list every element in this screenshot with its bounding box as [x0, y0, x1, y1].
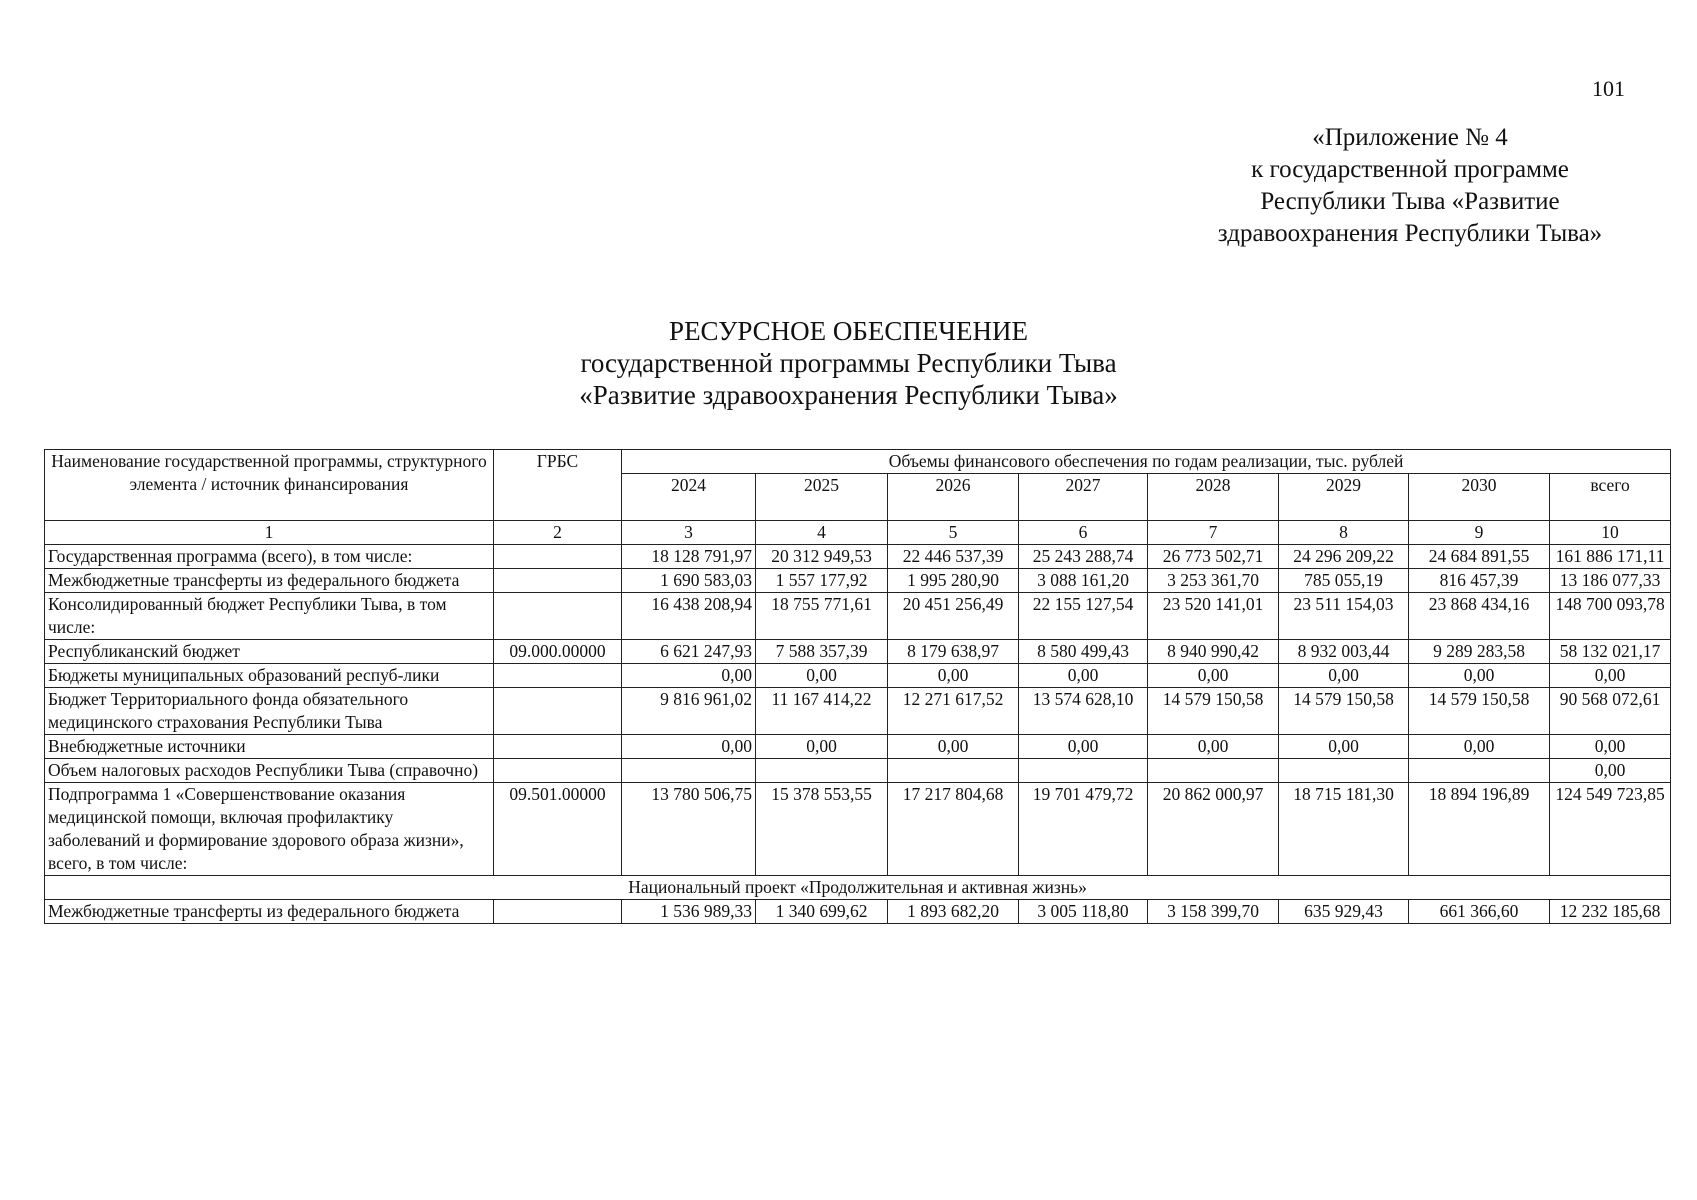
row-grbs: [494, 545, 622, 569]
column-number: 3: [622, 521, 756, 545]
row-total-value: 0,00: [1550, 759, 1671, 783]
row-year-value: 25 243 288,74: [1019, 545, 1148, 569]
row-total-value: 58 132 021,17: [1550, 640, 1671, 664]
row-year-value: 0,00: [1148, 664, 1279, 688]
row-year-value: 14 579 150,58: [1148, 688, 1279, 735]
row-year-value: 9 816 961,02: [622, 688, 756, 735]
row-year-value: 16 438 208,94: [622, 593, 756, 640]
row-year-value: [756, 759, 888, 783]
header-year: 2029: [1279, 474, 1409, 521]
resource-table: [44, 449, 1671, 924]
row-grbs: [494, 593, 622, 640]
row-grbs: [494, 688, 622, 735]
row-year-value: 635 929,43: [1279, 900, 1409, 924]
row-year-value: 1 536 989,33: [622, 900, 756, 924]
row-year-value: 0,00: [622, 664, 756, 688]
row-year-value: 1 557 177,92: [756, 569, 888, 593]
row-year-value: 8 580 499,43: [1019, 640, 1148, 664]
row-grbs: 09.000.00000: [494, 640, 622, 664]
table-row: [45, 688, 1671, 735]
column-number: 10: [1550, 521, 1671, 545]
header-name-column: Наименование государственной программы, структурного элемента / источник финансирования: [45, 450, 494, 521]
row-year-value: 6 621 247,93: [622, 640, 756, 664]
title-line: «Развитие здравоохранения Республики Тыва»: [579, 380, 1118, 410]
table-row: [45, 900, 1671, 924]
row-year-value: 1 893 682,20: [888, 900, 1019, 924]
row-year-value: 20 862 000,97: [1148, 783, 1279, 876]
appendix-line: здравоохранения Республики Тыва»: [1217, 220, 1603, 247]
row-total-value: 12 232 185,68: [1550, 900, 1671, 924]
row-grbs: 09.501.00000: [494, 783, 622, 876]
row-year-value: 18 755 771,61: [756, 593, 888, 640]
appendix-heading: [1150, 122, 1670, 250]
row-total-value: 148 700 093,78: [1550, 593, 1671, 640]
row-year-value: 14 579 150,58: [1409, 688, 1550, 735]
row-year-value: 1 690 583,03: [622, 569, 756, 593]
row-total-value: 13 186 077,33: [1550, 569, 1671, 593]
row-grbs: [494, 735, 622, 759]
row-year-value: 19 701 479,72: [1019, 783, 1148, 876]
table-row: [45, 593, 1671, 640]
appendix-line: Республики Тыва «Развитие: [1260, 188, 1560, 215]
row-name: Внебюджетные источники: [45, 735, 494, 759]
row-year-value: 0,00: [1019, 735, 1148, 759]
row-year-value: 24 684 891,55: [1409, 545, 1550, 569]
table-row: [45, 664, 1671, 688]
row-year-value: 0,00: [756, 664, 888, 688]
row-name: Бюджет Территориального фонда обязательного медицинского страхования Республики Тыва: [45, 688, 494, 735]
appendix-line: к государственной программе: [1251, 156, 1569, 183]
row-year-value: 15 378 553,55: [756, 783, 888, 876]
row-year-value: 11 167 414,22: [756, 688, 888, 735]
row-year-value: 0,00: [1279, 735, 1409, 759]
row-year-value: 0,00: [888, 735, 1019, 759]
page-number: 101: [1592, 76, 1625, 101]
row-name: Бюджеты муниципальных образований респуб-лики: [45, 664, 494, 688]
row-year-value: 0,00: [622, 735, 756, 759]
row-name: Государственная программа (всего), в том числе:: [45, 545, 494, 569]
row-year-value: 23 868 434,16: [1409, 593, 1550, 640]
row-year-value: 14 579 150,58: [1279, 688, 1409, 735]
row-year-value: 8 940 990,42: [1148, 640, 1279, 664]
table-row: [45, 735, 1671, 759]
row-year-value: [1148, 759, 1279, 783]
row-year-value: 0,00: [1148, 735, 1279, 759]
table-row: [45, 545, 1671, 569]
row-year-value: 13 780 506,75: [622, 783, 756, 876]
table-body: [45, 521, 1671, 924]
row-year-value: 8 932 003,44: [1279, 640, 1409, 664]
row-year-value: 7 588 357,39: [756, 640, 888, 664]
header-year: 2030: [1409, 474, 1550, 521]
column-number: 8: [1279, 521, 1409, 545]
document-title: [0, 315, 1697, 411]
row-grbs: [494, 569, 622, 593]
row-year-value: 24 296 209,22: [1279, 545, 1409, 569]
row-year-value: 20 451 256,49: [888, 593, 1019, 640]
row-name: Республиканский бюджет: [45, 640, 494, 664]
row-year-value: 12 271 617,52: [888, 688, 1019, 735]
row-year-value: 8 179 638,97: [888, 640, 1019, 664]
section-row: [45, 876, 1671, 900]
row-year-value: 20 312 949,53: [756, 545, 888, 569]
row-year-value: [888, 759, 1019, 783]
row-grbs: [494, 900, 622, 924]
row-year-value: [1279, 759, 1409, 783]
row-year-value: 18 128 791,97: [622, 545, 756, 569]
row-year-value: 9 289 283,58: [1409, 640, 1550, 664]
row-year-value: 3 088 161,20: [1019, 569, 1148, 593]
row-year-value: 3 005 118,80: [1019, 900, 1148, 924]
row-year-value: 3 158 399,70: [1148, 900, 1279, 924]
column-number: 7: [1148, 521, 1279, 545]
row-year-value: 22 155 127,54: [1019, 593, 1148, 640]
row-year-value: 18 715 181,30: [1279, 783, 1409, 876]
row-total-value: 0,00: [1550, 664, 1671, 688]
column-number: 9: [1409, 521, 1550, 545]
row-total-value: 124 549 723,85: [1550, 783, 1671, 876]
row-year-value: 0,00: [1019, 664, 1148, 688]
row-grbs: [494, 759, 622, 783]
row-year-value: 3 253 361,70: [1148, 569, 1279, 593]
row-year-value: 0,00: [1409, 735, 1550, 759]
row-year-value: [622, 759, 756, 783]
row-year-value: 23 511 154,03: [1279, 593, 1409, 640]
row-name: Межбюджетные трансферты из федерального бюджета: [45, 900, 494, 924]
column-number: 5: [888, 521, 1019, 545]
header-grbs: ГРБС: [494, 450, 622, 521]
row-grbs: [494, 664, 622, 688]
column-number: 2: [494, 521, 622, 545]
section-title: Национальный проект «Продолжительная и активная жизнь»: [45, 876, 1671, 900]
header-total: всего: [1550, 474, 1671, 521]
row-year-value: 23 520 141,01: [1148, 593, 1279, 640]
row-name: Межбюджетные трансферты из федерального бюджета: [45, 569, 494, 593]
header-year: 2027: [1019, 474, 1148, 521]
row-year-value: [1409, 759, 1550, 783]
row-year-value: 0,00: [756, 735, 888, 759]
table-row: [45, 640, 1671, 664]
column-number: 1: [45, 521, 494, 545]
header-year: 2026: [888, 474, 1019, 521]
title-line: РЕСУРСНОЕ ОБЕСПЕЧЕНИЕ: [669, 316, 1028, 346]
header-year: 2025: [756, 474, 888, 521]
header-volumes: Объемы финансового обеспечения по годам реализации, тыс. рублей: [622, 450, 1671, 474]
title-line: государственной программы Республики Тыва: [580, 348, 1117, 378]
column-number: 4: [756, 521, 888, 545]
table-row: [45, 569, 1671, 593]
row-total-value: 161 886 171,11: [1550, 545, 1671, 569]
row-name: Подпрограмма 1 «Совершенствование оказания медицинской помощи, включая профилактику заболеваний и формирование здорового образа жизни», всего, в том числе:: [45, 783, 494, 876]
table-row: [45, 783, 1671, 876]
row-year-value: [1019, 759, 1148, 783]
column-number: 6: [1019, 521, 1148, 545]
row-year-value: 1 995 280,90: [888, 569, 1019, 593]
row-year-value: 661 366,60: [1409, 900, 1550, 924]
row-year-value: 785 055,19: [1279, 569, 1409, 593]
appendix-line: «Приложение № 4: [1312, 124, 1508, 151]
table-row: [45, 759, 1671, 783]
row-total-value: 90 568 072,61: [1550, 688, 1671, 735]
row-year-value: 1 340 699,62: [756, 900, 888, 924]
column-number-row: [45, 521, 1671, 545]
row-year-value: 816 457,39: [1409, 569, 1550, 593]
row-total-value: 0,00: [1550, 735, 1671, 759]
row-year-value: 18 894 196,89: [1409, 783, 1550, 876]
row-year-value: 17 217 804,68: [888, 783, 1019, 876]
row-year-value: 22 446 537,39: [888, 545, 1019, 569]
row-year-value: 0,00: [888, 664, 1019, 688]
row-name: Объем налоговых расходов Республики Тыва (справочно): [45, 759, 494, 783]
row-name: Консолидированный бюджет Республики Тыва, в том числе:: [45, 593, 494, 640]
header-year: 2028: [1148, 474, 1279, 521]
row-year-value: 13 574 628,10: [1019, 688, 1148, 735]
row-year-value: 26 773 502,71: [1148, 545, 1279, 569]
header-year: 2024: [622, 474, 756, 521]
row-year-value: 0,00: [1279, 664, 1409, 688]
row-year-value: 0,00: [1409, 664, 1550, 688]
